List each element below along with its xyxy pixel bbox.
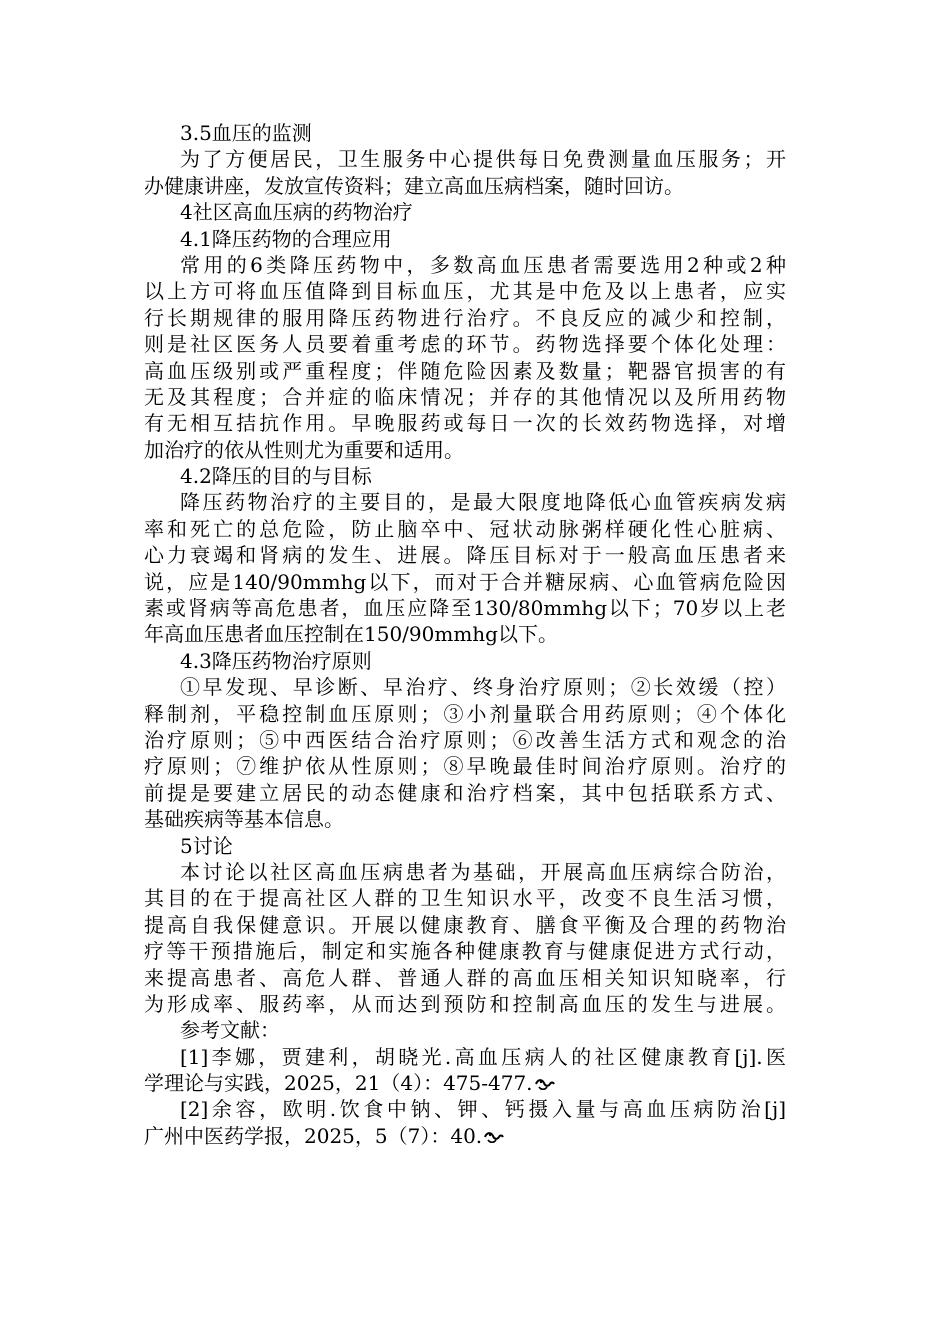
text-line-content: 4.3降压药物治疗原则	[180, 648, 372, 673]
text-line	[144, 1096, 786, 1122]
text-line	[144, 621, 786, 647]
text-line	[144, 1070, 786, 1096]
text-line	[144, 489, 786, 515]
text-line	[144, 859, 786, 885]
text-line	[144, 437, 786, 463]
text-line	[144, 542, 786, 568]
text-line-content: 4.1降压药物的合理应用	[180, 226, 392, 251]
text-line-content: 3.5血压的监测	[180, 121, 312, 145]
text-line-content: 办健康讲座，发放宣传资料；建立高血压病档案，随时回访。	[144, 173, 684, 198]
text-line-content: 其目的在于提高社区人群的卫生知识水平，改变不良生活习惯，	[144, 886, 786, 911]
text-line	[144, 384, 786, 410]
text-line	[144, 173, 786, 199]
text-line-content: 治疗原则；⑤中西医结合治疗原则；⑥改善生活方式和观念的治	[144, 727, 786, 752]
text-line-content: 疗原则；⑦维护依从性原则；⑧早晚最佳时间治疗原则。治疗的	[144, 754, 786, 779]
text-line	[144, 806, 786, 832]
text-line-content: 素或肾病等高危患者，血压应降至130/80mmhg以下；70岁以上老	[144, 596, 786, 621]
text-line-content: 提高自我保健意识。开展以健康教育、膳食平衡及合理的药物治	[144, 912, 786, 937]
text-line	[144, 648, 786, 674]
text-line-content: 则是社区医务人员要着重考虑的环节。药物选择要个体化处理：	[144, 332, 786, 357]
text-line-content: 学理论与实践，2025，21（4）：475-477.	[144, 1071, 533, 1096]
text-line	[144, 305, 786, 331]
text-line-content: 有无相互拮抗作用。早晚服药或每日一次的长效药物选择，对增	[144, 411, 786, 436]
document-page	[144, 120, 786, 1149]
text-line-content: 高血压级别或严重程度；伴随危险因素及数量；靶器官损害的有	[144, 358, 786, 383]
text-line	[144, 753, 786, 779]
text-line-content: ①早发现、早诊断、早治疗、终身治疗原则；②长效缓（控）	[180, 675, 786, 700]
text-line-content: 广州中医药学报，2025，5（7）：40.	[144, 1123, 483, 1148]
text-line-content: 年高血压患者血压控制在150/90mmhg以下。	[144, 622, 558, 647]
text-line-content: 常用的6类降压药物中，多数高血压患者需要选用2种或2种	[180, 252, 786, 277]
text-line-content: 加治疗的依从性则尤为重要和适用。	[144, 437, 464, 462]
text-line	[144, 595, 786, 621]
scribble-mark-icon	[535, 1071, 555, 1085]
text-line-content: 基础疾病等基本信息。	[144, 807, 344, 832]
text-line-content: 以上方可将血压值降到目标血压，尤其是中危及以上患者，应实	[144, 279, 786, 304]
text-line-content: 为了方便居民，卫生服务中心提供每日免费测量血压服务；开	[180, 147, 786, 172]
scribble-mark-icon	[484, 1124, 504, 1138]
text-line-content: 疗等干预措施后，制定和实施各种健康教育与健康促进方式行动，	[144, 939, 786, 964]
text-line	[144, 674, 786, 700]
text-line	[144, 701, 786, 727]
text-line	[144, 120, 786, 146]
text-line-content: 4.2降压的目的与目标	[180, 464, 372, 489]
text-line	[144, 885, 786, 911]
text-line	[144, 569, 786, 595]
text-line-content: 降压药物治疗的主要目的，是最大限度地降低心血管疾病发病	[180, 490, 786, 515]
text-line	[144, 965, 786, 991]
text-line	[144, 410, 786, 436]
text-line	[144, 331, 786, 357]
text-line	[144, 727, 786, 753]
text-line-content: 行长期规律的服用降压药物进行治疗。不良反应的减少和控制，	[144, 305, 786, 330]
text-line	[144, 199, 786, 225]
text-line-content: [1]李娜，贾建利，胡晓光.高血压病人的社区健康教育[j].医	[180, 1044, 786, 1069]
text-line-content: 前提是要建立居民的动态健康和治疗档案，其中包括联系方式、	[144, 780, 786, 805]
text-line	[144, 463, 786, 489]
text-line	[144, 146, 786, 172]
text-line	[144, 991, 786, 1017]
text-line	[144, 1123, 786, 1149]
text-line	[144, 252, 786, 278]
text-line	[144, 1017, 786, 1043]
text-line-content: 来提高患者、高危人群、普通人群的高血压相关知识知晓率，行	[144, 965, 786, 990]
text-line-content: [2]余容，欧明.饮食中钠、钾、钙摄入量与高血压病防治[j]	[180, 1097, 786, 1122]
text-line	[144, 912, 786, 938]
text-line-content: 无及其程度；合并症的临床情况；并存的其他情况以及所用药物	[144, 384, 786, 409]
text-line-content: 说，应是140/90mmhg以下，而对于合并糖尿病、心血管病危险因	[144, 569, 786, 594]
text-line-content: 参考文献：	[180, 1018, 280, 1043]
text-line-content: 率和死亡的总危险，防止脑卒中、冠状动脉粥样硬化性心脏病、	[144, 516, 786, 541]
text-line-content: 5讨论	[180, 833, 233, 858]
text-line	[144, 833, 786, 859]
text-line	[144, 516, 786, 542]
text-line-content: 为形成率、服药率，从而达到预防和控制高血压的发生与进展。	[144, 991, 786, 1016]
text-line	[144, 938, 786, 964]
text-line-content: 释制剂，平稳控制血压原则；③小剂量联合用药原则；④个体化	[144, 701, 786, 726]
text-line	[144, 358, 786, 384]
text-line	[144, 278, 786, 304]
text-line	[144, 226, 786, 252]
text-line-content: 4社区高血压病的药物治疗	[180, 200, 413, 225]
text-line-content: 本讨论以社区高血压病患者为基础，开展高血压病综合防治，	[180, 859, 786, 884]
text-line-content: 心力衰竭和肾病的发生、进展。降压目标对于一般高血压患者来	[144, 543, 786, 568]
text-line	[144, 780, 786, 806]
text-line	[144, 1044, 786, 1070]
